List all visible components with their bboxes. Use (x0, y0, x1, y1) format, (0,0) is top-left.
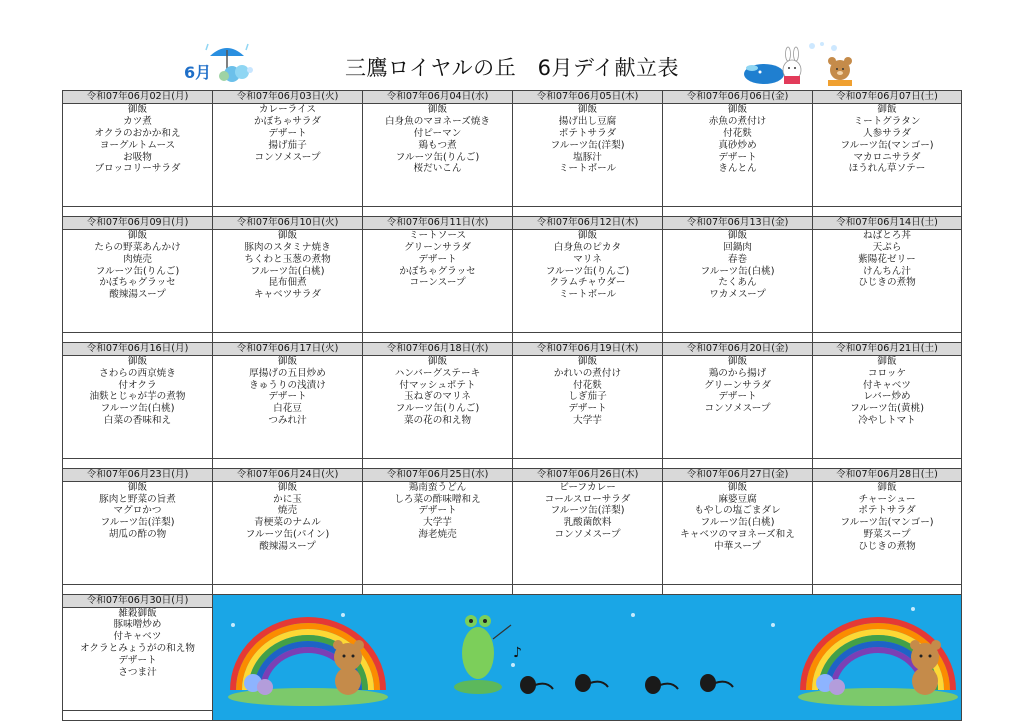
menu-item: フルーツ缶(洋梨) (550, 139, 625, 151)
date-header: 令和07年06月05日(木) (513, 91, 663, 104)
menu-cell-footer (513, 332, 663, 342)
menu-item: 御飯 (577, 229, 598, 241)
date-header: 令和07年06月03日(火) (213, 91, 363, 104)
menu-cell (663, 481, 813, 584)
menu-cell-footer (813, 458, 962, 468)
menu-cell (63, 607, 213, 710)
menu-item: 御飯 (427, 355, 448, 367)
menu-item: 青梗菜のナムル (254, 517, 321, 529)
menu-cell (813, 355, 962, 458)
date-header: 令和07年06月27日(金) (663, 468, 813, 481)
menu-item: ポテトサラダ (858, 505, 916, 517)
date-header: 令和07年06月07日(土) (813, 91, 962, 104)
menu-item: 御飯 (727, 103, 748, 115)
menu-item: 春巻 (727, 253, 748, 265)
menu-item: 塩豚汁 (573, 151, 602, 163)
menu-item: 御飯 (427, 103, 448, 115)
menu-cell (513, 481, 663, 584)
menu-item: 大学芋 (423, 517, 452, 529)
menu-item: カレーライス (258, 103, 317, 115)
menu-cell (663, 229, 813, 332)
menu-item: ハンバーグステーキ (394, 367, 481, 379)
menu-cell-footer (63, 458, 213, 468)
menu-item: 御飯 (127, 103, 148, 115)
menu-item: ポテトサラダ (558, 127, 617, 139)
menu-item: キャベツのマヨネーズ和え (680, 529, 795, 541)
menu-item: 付オクラ (118, 379, 157, 391)
menu-item: フルーツ缶(白桃) (700, 265, 775, 277)
menu-item: 鶏南蛮うどん (408, 481, 467, 493)
menu-item: フルーツ缶(りんご) (395, 151, 480, 163)
menu-cell (213, 103, 363, 206)
menu-item: 豚味噌炒め (113, 619, 162, 631)
menu-cell (663, 355, 813, 458)
menu-item: かぼちゃグラッセ (399, 265, 476, 277)
menu-item: しろ菜の酢味噌和え (394, 493, 481, 505)
menu-item: 酸辣湯スープ (109, 289, 166, 301)
menu-item: 肉焼売 (123, 253, 152, 265)
menu-item: お吸物 (123, 151, 152, 163)
menu-cell (363, 103, 513, 206)
menu-item: デザート (718, 151, 757, 163)
menu-item: しぎ茄子 (568, 391, 607, 403)
date-header: 令和07年06月30日(月) (63, 594, 213, 607)
menu-cell-footer (213, 206, 363, 216)
menu-item: 付花麩 (573, 379, 602, 391)
menu-item: 昆布佃煮 (268, 277, 307, 289)
menu-cell-footer (363, 206, 513, 216)
menu-item: コールスローサラダ (544, 493, 631, 505)
menu-item: コンソメスープ (554, 529, 621, 541)
menu-cell-footer (663, 458, 813, 468)
menu-item: ねばとろ丼 (863, 229, 911, 241)
menu-item: 玉ねぎのマリネ (404, 391, 471, 403)
spacer-row (63, 584, 962, 594)
menu-item: ほうれん草ソテー (848, 163, 926, 175)
menu-cell-footer (813, 332, 962, 342)
animals-illustration (742, 40, 860, 88)
menu-item: グリーンサラダ (704, 379, 771, 391)
menu-cell-footer (63, 584, 213, 594)
menu-cell (213, 481, 363, 584)
menu-cell (213, 229, 363, 332)
menu-item: 御飯 (277, 355, 298, 367)
menu-item: フルーツ缶(白桃) (700, 517, 775, 529)
menu-item: 御飯 (877, 355, 897, 367)
date-header: 令和07年06月11日(水) (363, 216, 513, 229)
menu-cell (363, 355, 513, 458)
menu-cell (213, 355, 363, 458)
menu-row (63, 229, 962, 332)
date-header: 令和07年06月17日(火) (213, 342, 363, 355)
menu-item: かに玉 (273, 493, 302, 505)
spacer-row (63, 458, 962, 468)
menu-item: たらの野菜あんかけ (94, 241, 181, 253)
rainy-season-banner (213, 594, 962, 720)
menu-item: フルーツ缶(洋梨) (100, 517, 175, 529)
menu-item: 豚肉と野菜の旨煮 (99, 493, 176, 505)
menu-item: デザート (718, 391, 757, 403)
menu-item: ミートボール (558, 163, 617, 175)
date-header: 令和07年06月16日(月) (63, 342, 213, 355)
menu-item: フルーツ缶(りんご) (545, 265, 630, 277)
menu-item: 雑穀御飯 (118, 607, 157, 619)
menu-item: フルーツ缶(白桃) (100, 403, 175, 415)
menu-item: フルーツ缶(マンゴー) (840, 139, 934, 151)
menu-item: たくあん (718, 277, 757, 289)
menu-item: ひじきの煮物 (858, 541, 916, 553)
menu-item: レバー炒め (863, 391, 911, 403)
date-header: 令和07年06月25日(水) (363, 468, 513, 481)
date-header-row (63, 216, 962, 229)
menu-item: かれいの煮付け (553, 367, 622, 379)
menu-item: マグロかつ (113, 505, 162, 517)
menu-item: フルーツ缶(りんご) (395, 403, 480, 415)
menu-item: 鶏もつ煮 (418, 139, 457, 151)
menu-cell-footer (213, 584, 363, 594)
menu-item: デザート (568, 403, 607, 415)
menu-item: かぼちゃサラダ (253, 115, 322, 127)
menu-item: 真砂炒め (718, 139, 757, 151)
menu-item: デザート (418, 505, 457, 517)
date-header-row (63, 91, 962, 104)
date-header-row (63, 342, 962, 355)
menu-item: 御飯 (127, 481, 148, 493)
menu-cell-footer (363, 584, 513, 594)
menu-item: コンソメスープ (704, 403, 771, 415)
menu-item: さわらの西京焼き (99, 367, 176, 379)
menu-item: デザート (268, 391, 307, 403)
menu-item: カツ煮 (123, 115, 152, 127)
menu-item: 大学芋 (573, 415, 602, 427)
date-header-row (63, 594, 962, 607)
menu-cell (663, 103, 813, 206)
menu-item: 御飯 (727, 229, 748, 241)
menu-item: 人参サラダ (863, 127, 911, 139)
menu-item: 桜だいこん (413, 163, 462, 175)
menu-item: 御飯 (577, 355, 598, 367)
menu-cell (363, 481, 513, 584)
page-title: 三鷹ロイヤルの丘 6月デイ献立表 (344, 56, 680, 80)
menu-item: 厚揚げの五目炒め (249, 367, 326, 379)
menu-item: ちくわと玉葱の煮物 (244, 253, 331, 265)
menu-item: フルーツ缶(マンゴー) (840, 517, 934, 529)
menu-table (62, 90, 962, 721)
menu-item: きゅうりの浅漬け (249, 379, 326, 391)
menu-row (63, 103, 962, 206)
menu-cell-footer (63, 710, 213, 720)
menu-cell (513, 103, 663, 206)
menu-item: 白花豆 (273, 403, 302, 415)
date-header: 令和07年06月20日(金) (663, 342, 813, 355)
date-header: 令和07年06月09日(月) (63, 216, 213, 229)
menu-item: マカロニサラダ (853, 151, 921, 163)
menu-item: キャベツサラダ (253, 289, 322, 301)
menu-cell-footer (213, 458, 363, 468)
menu-item: 菜の花の和え物 (403, 415, 472, 427)
menu-item: フルーツ缶(洋梨) (550, 505, 625, 517)
menu-item: 御飯 (877, 103, 897, 115)
menu-cell-footer (813, 584, 962, 594)
date-header: 令和07年06月02日(月) (63, 91, 213, 104)
date-header: 令和07年06月04日(水) (363, 91, 513, 104)
menu-item: ミートグラタン (853, 115, 921, 127)
menu-cell-footer (513, 458, 663, 468)
menu-item: 焼売 (277, 505, 298, 517)
menu-item: つみれ汁 (268, 415, 307, 427)
menu-item: 鶏のから揚げ (708, 367, 767, 379)
menu-cell-footer (663, 332, 813, 342)
date-header-row (63, 468, 962, 481)
menu-item: ブロッコリーサラダ (94, 163, 181, 175)
date-header: 令和07年06月06日(金) (663, 91, 813, 104)
menu-cell (63, 103, 213, 206)
menu-cell (363, 229, 513, 332)
spacer-row (63, 206, 962, 216)
menu-item: 付マッシュポテト (399, 379, 476, 391)
menu-item: ヨーグルトムース (99, 139, 176, 151)
menu-cell-footer (63, 332, 213, 342)
menu-item: マリネ (573, 253, 602, 265)
menu-item: 揚げ茄子 (268, 139, 307, 151)
menu-item: ミートソース (408, 229, 467, 241)
date-header: 令和07年06月24日(火) (213, 468, 363, 481)
menu-item: さつま汁 (118, 667, 157, 679)
menu-cell-footer (513, 584, 663, 594)
menu-cell (813, 481, 962, 584)
menu-item: かぼちゃグラッセ (99, 277, 176, 289)
menu-item: 御飯 (577, 103, 598, 115)
menu-cell (813, 103, 962, 206)
menu-item: グリーンサラダ (404, 241, 471, 253)
menu-item: ひじきの煮物 (858, 277, 916, 289)
menu-item: フルーツ缶(白桃) (250, 265, 325, 277)
menu-cell-footer (363, 458, 513, 468)
menu-item: オクラとみょうがの和え物 (80, 643, 195, 655)
menu-item: 麻婆豆腐 (718, 493, 757, 505)
menu-item: コーンスープ (409, 277, 466, 289)
menu-cell-footer (63, 206, 213, 216)
menu-item: 白菜の香味和え (103, 415, 172, 427)
menu-item: 乳酸菌飲料 (563, 517, 612, 529)
menu-cell-footer (663, 584, 813, 594)
menu-item: 油麩とじゃが芋の煮物 (89, 391, 186, 403)
menu-item: 付ピーマン (413, 127, 462, 139)
menu-item: 御飯 (127, 229, 148, 241)
menu-item: 豚肉のスタミナ焼き (244, 241, 331, 253)
menu-item: 御飯 (877, 481, 897, 493)
menu-item: 赤魚の煮付け (708, 115, 767, 127)
spacer-row (63, 332, 962, 342)
menu-row (63, 481, 962, 584)
date-header: 令和07年06月26日(木) (513, 468, 663, 481)
menu-item: 天ぷら (872, 241, 902, 253)
menu-item: 付キャベツ (863, 379, 911, 391)
menu-row (63, 355, 962, 458)
menu-item: 御飯 (277, 481, 298, 493)
menu-item: けんちん汁 (863, 265, 911, 277)
date-header: 令和07年06月14日(土) (813, 216, 962, 229)
menu-item: 付花麩 (723, 127, 752, 139)
menu-cell-footer (513, 206, 663, 216)
menu-item: 白身魚のピカタ (553, 241, 622, 253)
menu-cell (513, 229, 663, 332)
menu-item: 野菜スープ (863, 529, 911, 541)
menu-cell (63, 229, 213, 332)
menu-item: コンソメスープ (254, 151, 321, 163)
menu-cell (63, 355, 213, 458)
date-header: 令和07年06月10日(火) (213, 216, 363, 229)
menu-item: 御飯 (727, 355, 748, 367)
menu-cell-footer (663, 206, 813, 216)
menu-item: 御飯 (127, 355, 148, 367)
date-header: 令和07年06月12日(木) (513, 216, 663, 229)
menu-item: チャーシュー (858, 493, 916, 505)
menu-item: フルーツ缶(黄桃) (850, 403, 924, 415)
date-header: 令和07年06月18日(水) (363, 342, 513, 355)
menu-cell-footer (813, 206, 962, 216)
menu-item: オクラのおかか和え (94, 127, 181, 139)
svg-text:♪: ♪ (513, 644, 522, 661)
menu-cell (63, 481, 213, 584)
menu-cell (513, 355, 663, 458)
menu-cell-footer (213, 332, 363, 342)
menu-item: デザート (418, 253, 457, 265)
date-header: 令和07年06月23日(月) (63, 468, 213, 481)
month-badge: 6月 (184, 63, 212, 82)
date-header: 令和07年06月28日(土) (813, 468, 962, 481)
menu-item: クラムチャウダー (549, 277, 626, 289)
menu-item: コロッケ (867, 367, 907, 379)
menu-item: デザート (118, 655, 157, 667)
june-umbrella-illustration (182, 40, 262, 88)
menu-item: 揚げ出し豆腐 (558, 115, 617, 127)
menu-item: 御飯 (277, 229, 298, 241)
date-header: 令和07年06月19日(木) (513, 342, 663, 355)
menu-item: ビーフカレー (559, 481, 616, 493)
menu-item: 海老焼売 (418, 529, 457, 541)
menu-item: 胡瓜の酢の物 (108, 529, 167, 541)
menu-item: フルーツ缶(りんご) (95, 265, 180, 277)
menu-item: もやしの塩ごまダレ (694, 505, 781, 517)
menu-item: デザート (268, 127, 307, 139)
menu-item: 回鍋肉 (723, 241, 752, 253)
menu-item: フルーツ缶(パイン) (245, 529, 330, 541)
menu-cell (813, 229, 962, 332)
menu-item: 御飯 (727, 481, 748, 493)
menu-item: 白身魚のマヨネーズ焼き (384, 115, 491, 127)
menu-item: ワカメスープ (709, 289, 766, 301)
menu-item: ミートボール (558, 289, 617, 301)
menu-item: 冷やしトマト (858, 415, 916, 427)
menu-item: きんとん (718, 163, 757, 175)
menu-item: 付キャベツ (113, 631, 162, 643)
date-header: 令和07年06月21日(土) (813, 342, 962, 355)
menu-item: 酸辣湯スープ (259, 541, 316, 553)
menu-item: 中華スープ (713, 541, 761, 553)
menu-cell-footer (363, 332, 513, 342)
menu-item: 紫陽花ゼリー (858, 253, 916, 265)
date-header: 令和07年06月13日(金) (663, 216, 813, 229)
